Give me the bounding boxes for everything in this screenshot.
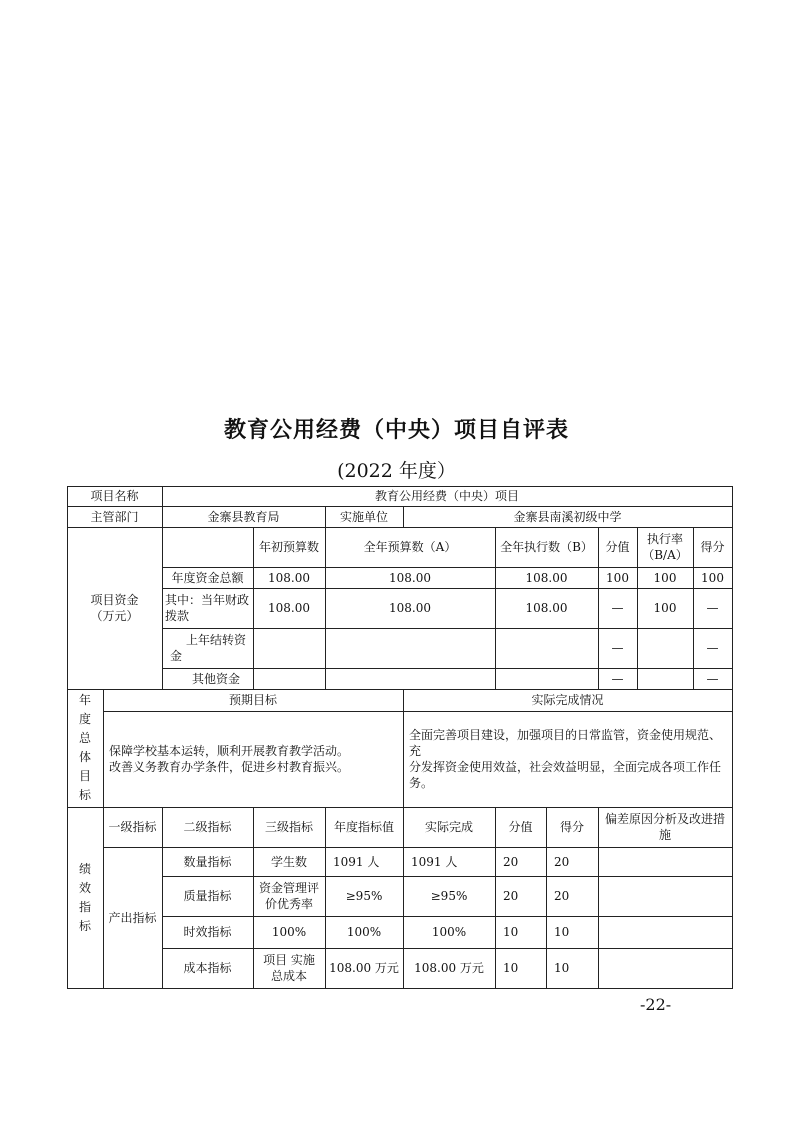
funds-header-full-year: 全年预算数（A） [363, 540, 457, 554]
expected-goal-text: 保障学校基本运转，顺利开展教育教学活动。 改善义务教育办学条件，促进乡村教育振兴。 [109, 744, 350, 774]
funds-header-score: 得分 [700, 540, 725, 554]
indicator-header-score: 得分 [559, 820, 584, 834]
funds-cell: 108.00 [389, 570, 431, 585]
funds-cell: — [706, 641, 719, 655]
funds-cell: 108.00 [389, 601, 431, 615]
indicator-score-value: 10 [503, 925, 519, 939]
indicator-score-value: 20 [503, 889, 519, 903]
funds-header-executed: 全年执行数（B） [500, 540, 593, 554]
funds-cell: 108.00 [525, 570, 568, 585]
indicator-level1-value: 产出指标 [108, 910, 157, 925]
indicator-header-actual: 实际完成 [424, 820, 473, 834]
funds-cell: 108.00 [525, 601, 568, 615]
expected-goal-header: 预期目标 [228, 693, 277, 707]
indicator-score-value: 10 [503, 961, 519, 975]
indicator-actual: 1091 人 [411, 854, 458, 869]
funds-cell: — [611, 601, 624, 615]
indicator-header-level3: 三级指标 [264, 820, 313, 834]
indicator-annual-value: 108.00 万元 [329, 961, 399, 975]
unit-value: 金寨县南溪初级中学 [513, 509, 622, 524]
indicator-level2: 数量指标 [183, 854, 232, 869]
project-name-value: 教育公用经费（中央）项目 [374, 489, 519, 503]
funds-cell: — [611, 671, 624, 686]
funds-cell: 108.00 [268, 601, 310, 615]
indicator-header-annual: 年度指标值 [333, 820, 394, 834]
indicator-header-level1: 一级指标 [108, 820, 157, 834]
indicator-score-value: 20 [503, 854, 519, 869]
indicator-level2: 时效指标 [183, 925, 232, 939]
funds-cell: 108.00 [268, 570, 310, 585]
funds-cell: 100 [701, 570, 724, 585]
funds-row-label: 其中：当年财政 拨款 [165, 593, 250, 623]
funds-row-label: 其他资金 [191, 671, 240, 686]
indicator-score: 10 [554, 925, 570, 939]
page-number: -22- [640, 995, 672, 1014]
indicator-annual-value: ≥95% [345, 889, 383, 903]
funds-cell: — [706, 601, 719, 615]
funds-cell: — [706, 671, 719, 686]
funds-cell: 100 [653, 570, 677, 585]
indicators-label: 绩 效 指 标 [78, 861, 91, 933]
indicator-actual: 100% [431, 925, 467, 939]
indicator-actual: ≥95% [430, 889, 468, 903]
funds-label: 项目资金 （万元） [90, 593, 139, 623]
funds-header-rate: 执行率 （B/A） [642, 532, 688, 562]
funds-header-score-value: 分值 [605, 540, 630, 554]
unit-label: 实施单位 [339, 509, 388, 524]
indicator-header-score-value: 分值 [508, 820, 533, 834]
actual-goal-text: 全面完善项目建设，加强项目的日常监管，资金使用规范、充 分发挥资金使用效益，社会效益明显，全面完成各项工作任务。 [409, 728, 722, 790]
indicator-level3: 项目 实施 总成本 [263, 953, 315, 983]
funds-cell: 100 [653, 601, 677, 615]
indicator-score: 10 [554, 961, 570, 975]
indicator-level2: 质量指标 [183, 889, 232, 903]
funds-cell: — [611, 641, 624, 655]
funds-row-label: 上年结转资 金 [170, 633, 247, 663]
indicator-level2: 成本指标 [183, 961, 232, 975]
indicator-actual: 108.00 万元 [414, 961, 484, 975]
indicator-score: 20 [554, 854, 570, 869]
project-name-label: 项目名称 [90, 489, 139, 503]
indicator-header-reason: 偏差原因分析及改进措 施 [604, 812, 725, 842]
funds-row-label: 年度资金总额 [171, 570, 244, 585]
indicator-score: 20 [554, 889, 570, 903]
indicator-header-level2: 二级指标 [183, 820, 232, 834]
actual-goal-header: 实际完成情况 [531, 693, 604, 707]
document-subtitle: (2022 年度） [337, 460, 456, 482]
dept-value: 金寨县教育局 [207, 509, 280, 524]
funds-cell: 100 [606, 570, 629, 585]
indicator-annual-value: 100% [346, 925, 382, 939]
indicator-level3: 资金管理评 价优秀率 [258, 881, 319, 911]
funds-header-initial: 年初预算数 [258, 540, 319, 554]
goals-label: 年 度 总 体 目 标 [78, 693, 91, 802]
indicator-level3: 100% [271, 925, 307, 939]
indicator-annual-value: 1091 人 [333, 854, 380, 869]
document-title: 教育公用经费（中央）项目自评表 [223, 418, 569, 443]
indicator-level3: 学生数 [270, 854, 307, 869]
dept-label: 主管部门 [90, 509, 139, 524]
